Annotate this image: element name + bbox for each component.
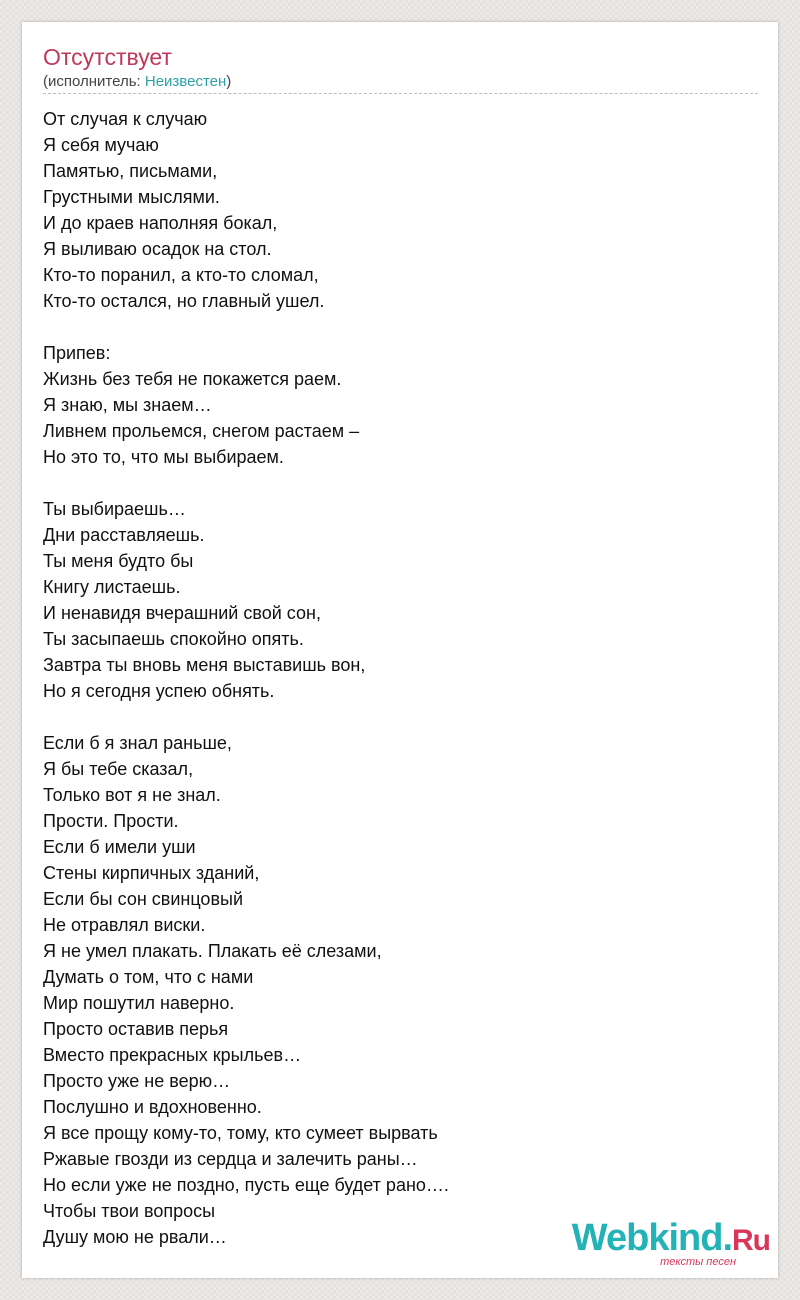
lyric-line: Думать о том, что с нами — [43, 967, 254, 987]
lyric-line: Но я сегодня успею обнять. — [43, 681, 275, 701]
logo-tagline: тексты песен — [660, 1256, 736, 1268]
divider — [43, 93, 758, 94]
lyric-line: Вместо прекрасных крыльев… — [43, 1045, 302, 1065]
lyric-line: Просто оставив перья — [43, 1019, 229, 1039]
lyric-line: Чтобы твои вопросы — [43, 1201, 216, 1221]
artist-link[interactable]: Неизвестен — [144, 73, 227, 90]
lyric-line: Ржавые гвозди из сердца и залечить раны… — [43, 1149, 418, 1169]
lyric-line: Но это то, что мы выбираем. — [43, 447, 284, 467]
logo-word: Webkind — [571, 1217, 723, 1259]
webkind-logo[interactable] — [572, 1219, 770, 1268]
lyric-line: Не отравлял виски. — [43, 915, 206, 935]
lyric-line: Ты засыпаешь спокойно опять. — [43, 629, 304, 649]
lyric-line: Грустными мыслями. — [43, 187, 220, 207]
lyric-line: Ты меня будто бы — [43, 551, 194, 571]
lyric-blank-line — [43, 314, 449, 340]
lyric-line: Послушно и вдохновенно. — [43, 1097, 262, 1117]
lyric-line: Душу мою не рвали… — [43, 1227, 227, 1247]
lyric-line: Дни расставляешь. — [43, 525, 205, 545]
lyric-line: Я все прощу кому-то, тому, кто сумеет вырвать — [43, 1123, 438, 1143]
lyric-line: Мир пошутил наверно. — [43, 993, 235, 1013]
artist-line — [43, 73, 231, 91]
lyric-line: Я бы тебе сказал, — [43, 759, 194, 779]
logo-wordmark — [572, 1219, 770, 1260]
lyric-line: Если б имели уши — [43, 837, 196, 857]
lyric-blank-line — [43, 704, 449, 730]
lyric-line: Только вот я не знал. — [43, 785, 221, 805]
lyric-line: Я не умел плакать. Плакать её слезами, — [43, 941, 382, 961]
lyric-line: Памятью, письмами, — [43, 161, 218, 181]
song-title: Отсутствует — [43, 44, 172, 70]
lyric-line: Просто уже не верю… — [43, 1071, 231, 1091]
lyric-line: И ненавидя вчерашний свой сон, — [43, 603, 321, 623]
lyric-line: Если бы сон свинцовый — [43, 889, 243, 909]
lyric-line: Если б я знал раньше, — [43, 733, 232, 753]
lyric-line: Я себя мучаю — [43, 135, 159, 155]
lyric-line: Ты выбираешь… — [43, 499, 186, 519]
lyric-line: От случая к случаю — [43, 109, 208, 129]
lyric-line: Прости. Прости. — [43, 811, 179, 831]
artist-suffix: ) — [226, 73, 232, 90]
lyric-line: Ливнем прольемся, снегом растаем – — [43, 421, 360, 441]
logo-tld: Ru — [732, 1224, 770, 1257]
lyric-line: И до краев наполняя бокал, — [43, 213, 278, 233]
logo-dot: . — [722, 1217, 732, 1259]
lyric-blank-line — [43, 470, 449, 496]
lyrics-body — [43, 106, 449, 1250]
lyric-line: Я знаю, мы знаем… — [43, 395, 212, 415]
lyric-line: Книгу листаешь. — [43, 577, 181, 597]
lyrics-card — [22, 22, 778, 1278]
lyric-line: Припев: — [43, 343, 111, 363]
lyric-line: Я выливаю осадок на стол. — [43, 239, 272, 259]
lyric-line: Кто-то поранил, а кто-то сломал, — [43, 265, 319, 285]
lyric-line: Стены кирпичных зданий, — [43, 863, 260, 883]
lyric-line: Кто-то остался, но главный ушел. — [43, 291, 325, 311]
lyric-line: Завтра ты вновь меня выставишь вон, — [43, 655, 366, 675]
lyric-line: Но если уже не поздно, пусть еще будет рано…. — [43, 1175, 449, 1195]
lyric-line: Жизнь без тебя не покажется раем. — [43, 369, 342, 389]
artist-prefix: (исполнитель: — [43, 73, 145, 90]
